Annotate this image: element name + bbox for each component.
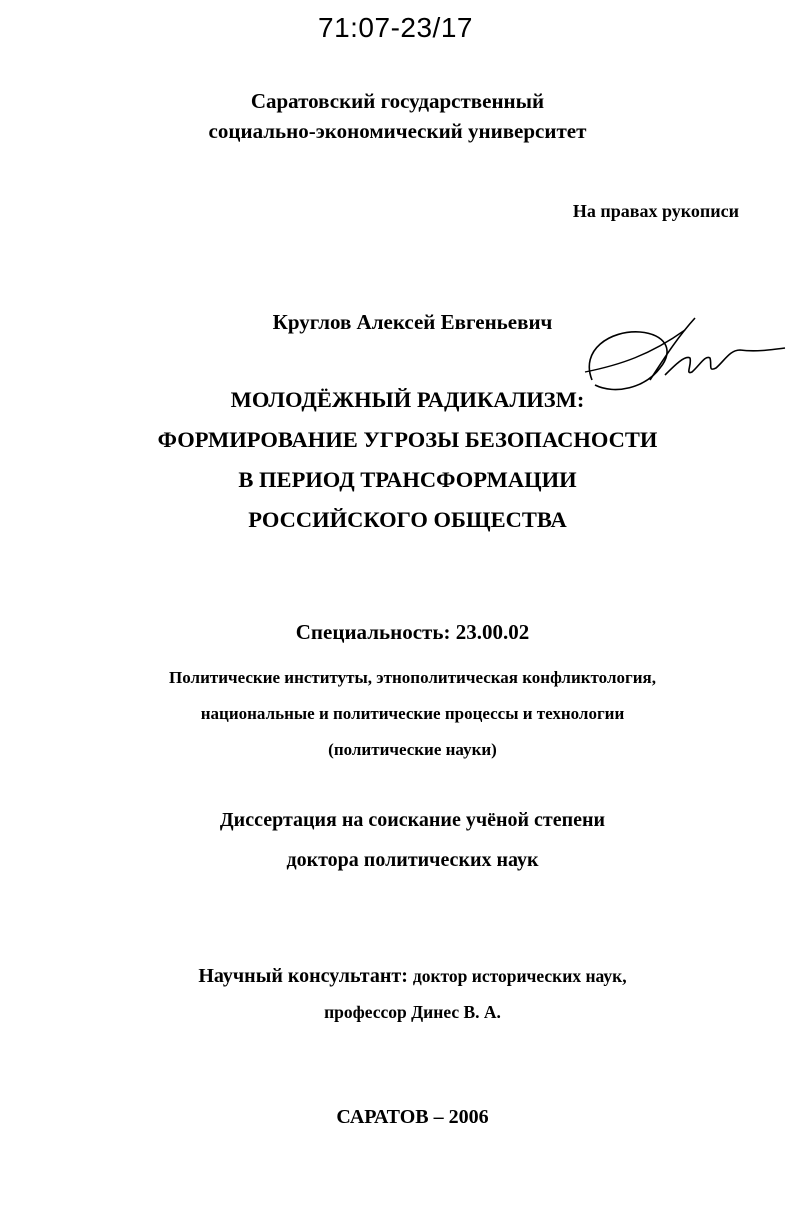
degree-line-2: доктора политических наук [286, 849, 539, 871]
consultant-label: Научный консультант: [198, 965, 408, 987]
title-line-1: МОЛОДЁЖНЫЙ РАДИКАЛИЗМ: [230, 387, 585, 412]
author-name: Круглов Алексей Евгеньевич [272, 310, 553, 334]
dissertation-title [0, 380, 795, 540]
specialty-line-3: (политические науки) [328, 740, 497, 759]
university-line-1: Саратовский государственный [250, 89, 545, 113]
university-name [0, 86, 795, 146]
specialty-line-2: национальные и политические процессы и технологии [200, 704, 625, 723]
dissertation-degree [0, 800, 795, 880]
scientific-consultant [0, 958, 795, 1030]
specialty-label: Специальность: 23.00.02 [295, 620, 530, 644]
title-line-4: РОССИЙСКОГО ОБЩЕСТВА [248, 507, 567, 532]
title-line-3: В ПЕРИОД ТРАНСФОРМАЦИИ [238, 467, 577, 492]
catalog-code: 71:07-23/17 [318, 12, 473, 43]
degree-line-1: Диссертация на соискание учёной степени [219, 809, 606, 831]
city-year: САРАТОВ – 2006 [336, 1106, 489, 1128]
university-line-2: социально-экономический университет [208, 119, 587, 143]
consultant-line-2: профессор Динес В. А. [324, 1002, 501, 1022]
specialty-description [0, 660, 795, 768]
title-line-2: ФОРМИРОВАНИЕ УГРОЗЫ БЕЗОПАСНОСТИ [157, 427, 658, 452]
consultant-degree: доктор исторических наук, [412, 966, 627, 986]
specialty-line-1: Политические институты, этнополитическая конфликтология, [169, 668, 656, 687]
consultant-line-1 [0, 958, 795, 994]
manuscript-rights: На правах рукописи [572, 201, 739, 221]
